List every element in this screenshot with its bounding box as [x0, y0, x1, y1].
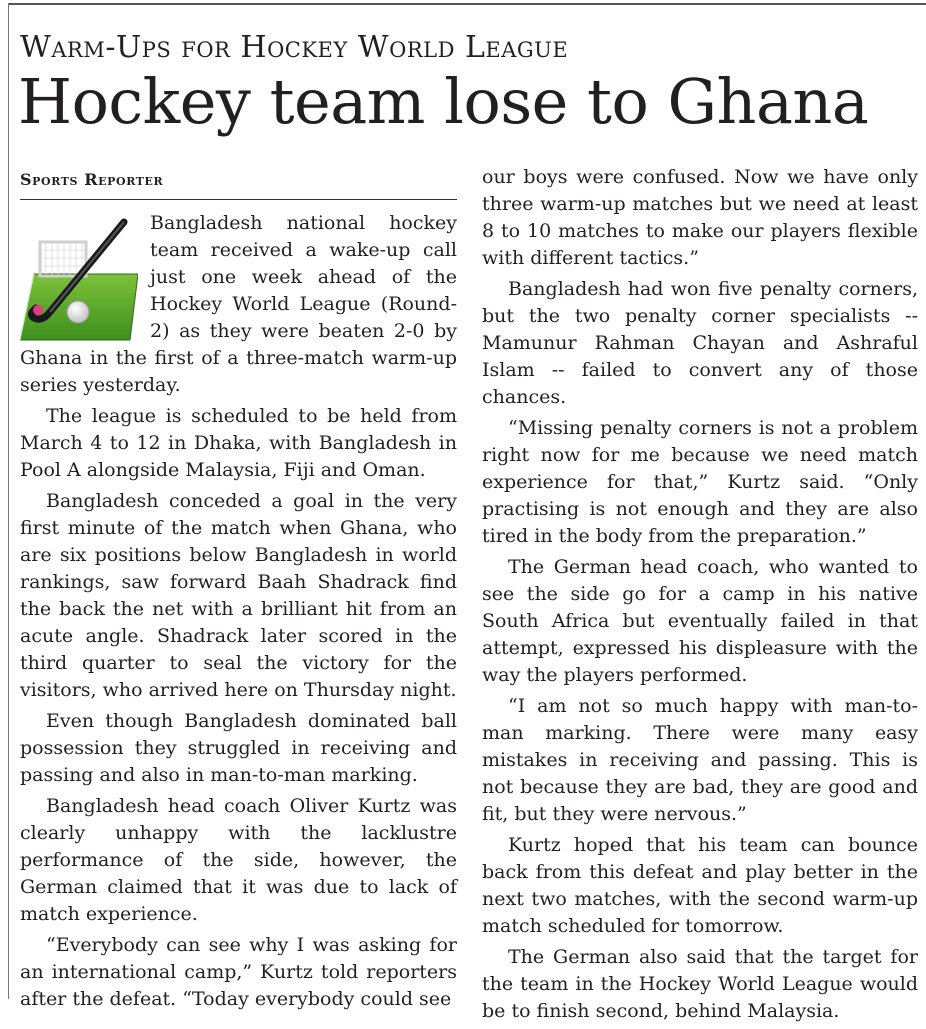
left-rule: [8, 3, 9, 999]
paragraph: “Everybody can see why I was asking for an international camp,” Kurtz told reporters after the defeat. “Today everybody could see: [20, 934, 457, 1010]
paragraph: The German head coach, who wanted to see the side go for a camp in his native South Africa but eventually failed in that attempt, expressed his displeasure with the way the players performed.: [482, 556, 918, 686]
article-headline: Hockey team lose to Ghana: [18, 65, 869, 138]
paragraph: our boys were confused. Now we have only three warm-up matches but we need at least 8 to 10 matches to make our players flexible with different tactics.”: [482, 166, 918, 269]
article-column-1: [20, 210, 457, 1017]
article-kicker: Warm-Ups for Hockey World League: [20, 30, 569, 65]
top-rule: [8, 3, 926, 5]
paragraph: Bangladesh head coach Oliver Kurtz was clearly unhappy with the lacklustre performance of the side, however, the German claimed that it was due to lack of match experience.: [20, 795, 457, 925]
paragraph: The German also said that the target for the team in the Hockey World League would be to finish second, behind Malaysia.: [482, 946, 918, 1022]
paragraph: Bangladesh had won five penalty corners, but the two penalty corner specialists -- Mamunur Rahman Chayan and Ashraful Islam -- failed to convert any of those chances.: [482, 278, 918, 408]
paragraph: Bangladesh conceded a goal in the very first minute of the match when Ghana, who are six positions below Bangladesh in world rankings, saw forward Baah Shadrack find the back the net with a brilliant hit from an acute angle. Shadrack later scored in the third quarter to seal the victory for the visitors, who arrived here on Thursday night.: [20, 490, 457, 701]
article-byline: Sports Reporter: [20, 170, 164, 189]
hockey-icon: [20, 212, 138, 342]
paragraph: Kurtz hoped that his team can bounce back from this defeat and play better in the next two matches, with the second warm-up match scheduled for tomorrow.: [482, 834, 918, 937]
paragraph: “Missing penalty corners is not a problem right now for me because we need match experience for that,” Kurtz said. “Only practising is not enough and they are also tired in the body from the preparation.”: [482, 417, 918, 547]
paragraph: The league is scheduled to be held from March 4 to 12 in Dhaka, with Bangladesh in Pool A alongside Malaysia, Fiji and Oman.: [20, 405, 457, 481]
byline-rule: [20, 199, 457, 200]
paragraph: Even though Bangladesh dominated ball possession they struggled in receiving and passing and also in man-to-man marking.: [20, 710, 457, 786]
paragraph: “I am not so much happy with man-to-man marking. There were many easy mistakes in receiving and passing. This is not because they are bad, they are good and fit, but they were nervous.”: [482, 695, 918, 825]
article-column-2: [482, 164, 918, 1029]
paragraph: Bangladesh national hockey team received a wake-up call just one week ahead of the Hockey World League (Round-2) as they were beaten 2-0 by Ghana in the first of a three-match warm-up series yesterday.: [20, 212, 457, 396]
